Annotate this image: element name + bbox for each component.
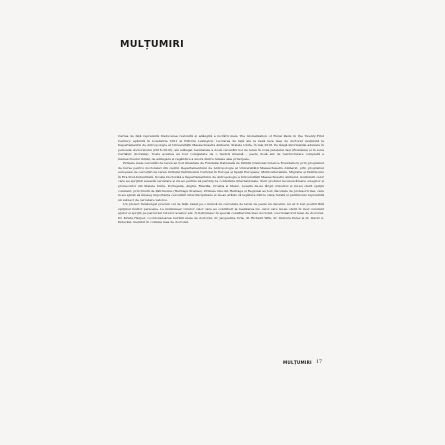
- page-title: MULȚUMIRI: [120, 39, 184, 50]
- page-footer: [0, 360, 445, 370]
- page-number: 17: [316, 359, 323, 365]
- paragraph: Un proiect îndelungat precum cel de față, bazat pe o muncă de cercetare de teren de peste un deceniu, nu ar fi fost posibil fără sprijinul multor persoane. Le mulțumesc tuturor celor care au contribuit la realizarea lui, celor care mi-au oferit în mod constant ajutor și sprijin pe parcursul tuturor acestor ani. Îi mulțumesc în special consilierului meu doctoral, coordonatorul tezei de doctorat, Dr. Krista Harper, coordonatoarea lucrării mele de doctorat, dr. Jacqueline Urla, dr. Richard Wilk, dr. Ventura Perez și dr. David A. Kideckel, membri în comisia mea de doctorat.: [118, 202, 324, 225]
- paragraph: Cartea de față reprezintă traducerea revizuită și adăugită a lucrării mele The Globalization of Rural Pasts in the Twenty-First Century, apărută în noiembrie 2021 la Editura Lexington. Lucrarea de față are la bază teza mea de doctorat susținută la Departamentul de Antropologie al Universității Massachusetts Amherst, Statele Unite, în mai 2018. Pe lângă informațiile adunate în perioada doctoratului (2016–2018), am adăugat rezultatele a două cercetări noi de teren în zona județului Iași (România) și în zona Cernăuți (Ucraina). Toate acestea au fost completate de o muncă intensă – peste două ani de restructurare completă a manuscrisului inițial, de adăugare și regândire a unora dintre temele sale principale.: [118, 134, 324, 161]
- acknowledgements-body: [118, 134, 324, 225]
- running-footer-label: MULȚUMIRI: [283, 360, 312, 365]
- paragraph: Primele mele cercetări de teren au fost finanțate de Fundația Națională de Știință (National Science Foundation) prin programul de burse pentru doctoranzi din cadrul Departamentului de Antropologie al Universității Massachusetts Amherst, prin programul european de cercetări de teren intitulat Patrimoniul Cultural în Europa și Spații Europene: Multiculturalism, Migrație și Patrimoniu în Era Post-Industrială, Școala Doctorală a Departamentului de Antropologie a Universității Massachusetts Amherst, mulțumiri celor care au sprijinit această cercetare și mi-au permis să particip la conferințe internaționale. Sunt profund recunoscătoare colegilor și profesorilor din Statele Unite, Portugalia, Anglia, Brazilia, Croația și Mexic. Aceștia mi-au lărgit orizontul și mi-au oferit sprijin constant, prin Studii de Patrimoniu (Heritage Studies). Primele idei din Heritage și Regional au fost discutate de profesorii mei, care m-au ajutat să înțeleg importanța cercetării interdisciplinare și mi-au arătat că legătura dintre viața rurală și patrimoniu reprezintă un subiect de cercetare valoros.: [118, 161, 324, 202]
